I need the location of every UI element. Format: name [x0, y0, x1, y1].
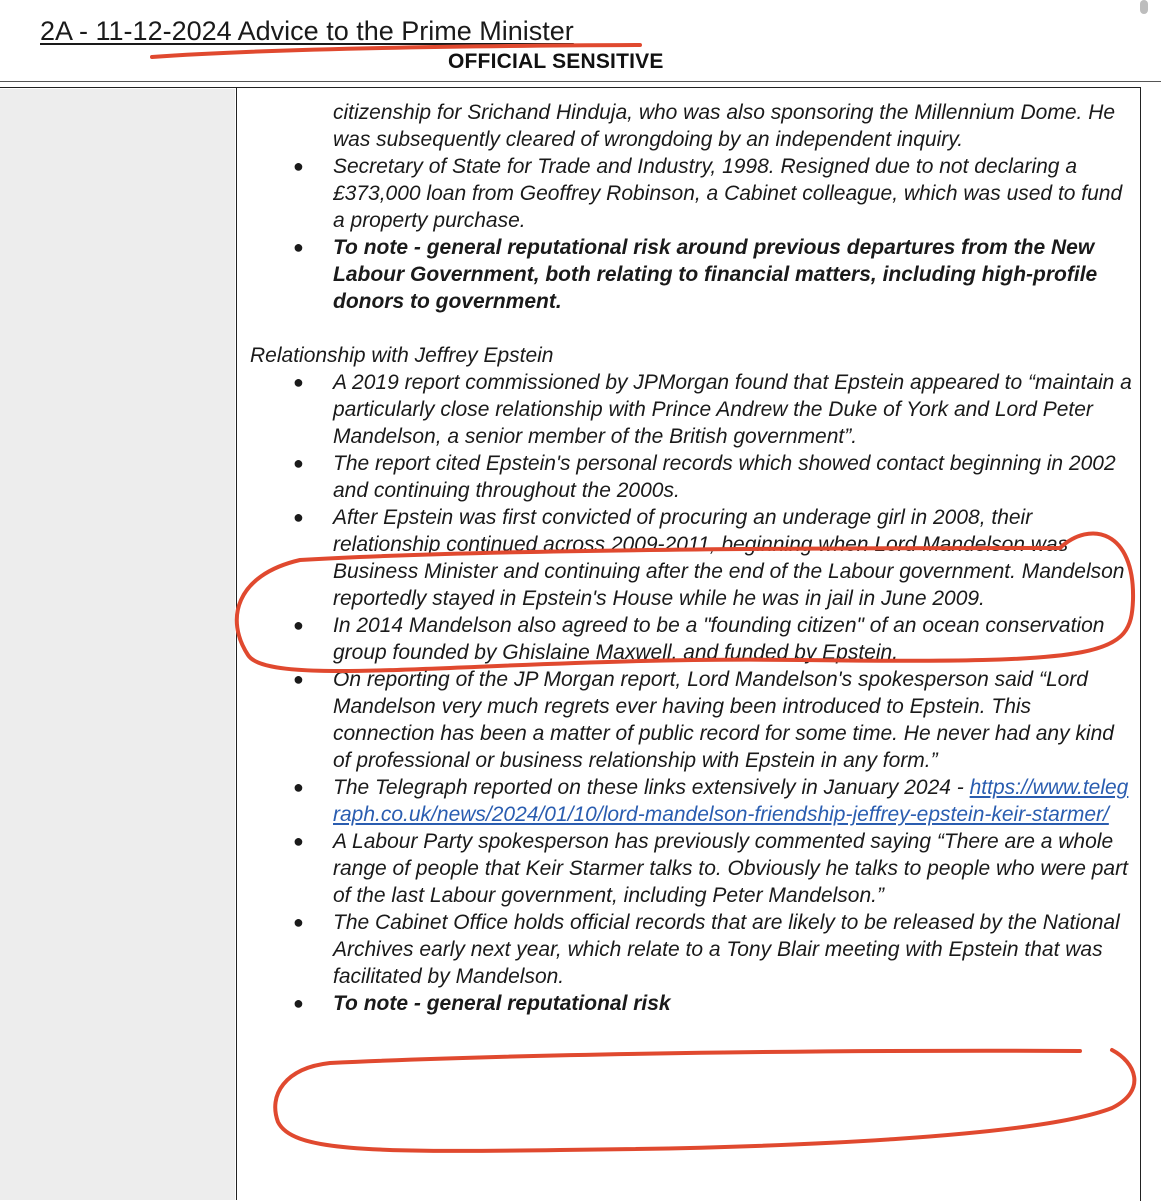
list-item-text: On reporting of the JP Morgan report, Lord Mandelson's spokesperson said “Lord Mandelson very much regrets ever having been introduced to Epstein. This connection has been a matter of public record for some time. He never had any kind of professional or business relationship with Epstein in any form.” — [333, 668, 1114, 772]
list-item — [250, 666, 1135, 774]
list-item — [250, 828, 1135, 909]
list-item — [250, 774, 1135, 828]
list-item-text: The Cabinet Office holds official records that are likely to be released by the National Archives early next year, which relate to a Tony Blair meeting with Epstein that was facilitated by Mandelson. — [333, 911, 1120, 988]
bullet-icon: ● — [293, 237, 304, 257]
bullet-icon: ● — [293, 777, 304, 797]
list-item-text: A 2019 report commissioned by JPMorgan found that Epstein appeared to “maintain a particularly close relationship with Prince Andrew the Duke of York and Lord Peter Mandelson, a senior member of the British government”. — [333, 371, 1132, 448]
bullet-icon: ● — [293, 669, 304, 689]
list-item — [250, 234, 1135, 315]
epstein-list — [250, 369, 1135, 1017]
document-title: 2A - 11-12-2024 Advice to the Prime Minister — [40, 16, 574, 46]
list-item-text: To note - general reputational risk — [333, 992, 671, 1015]
header-divider — [0, 81, 1161, 82]
scrollbar[interactable] — [1140, 0, 1148, 14]
list-item-text: citizenship for Srichand Hinduja, who was also sponsoring the Millennium Dome. He was subsequently cleared of wrongdoing by an independent inquiry. — [333, 101, 1116, 151]
list-item — [250, 504, 1135, 612]
list-item — [250, 99, 1135, 153]
list-item-text: After Epstein was first convicted of procuring an underage girl in 2008, their relationship continued across 2009-2011, beginning when Lord Mandelson was Business Minister and continuing after the end of the Labour government. Mandelson reportedly stayed in Epstein's House while he was in jail in June 2009. — [333, 506, 1125, 610]
spacer — [250, 315, 1135, 342]
list-item — [250, 909, 1135, 990]
bullet-icon: ● — [293, 507, 304, 527]
bullet-icon: ● — [293, 615, 304, 635]
classification-label: OFFICIAL SENSITIVE — [448, 50, 664, 73]
list-item-text: The report cited Epstein's personal records which showed contact beginning in 2002 and continuing throughout the 2000s. — [333, 452, 1116, 502]
bullet-icon: ● — [293, 453, 304, 473]
column-divider — [236, 87, 237, 1200]
list-item-text: To note - general reputational risk around previous departures from the New Labour Government, both relating to financial matters, including high-profile donors to government. — [333, 236, 1098, 313]
bullet-icon: ● — [293, 993, 304, 1013]
telegraph-link[interactable]: https://www.telegraph.co.uk/news/2024/01/10/lord-mandelson-friendship-jeffrey-epstein-keir-starmer/ — [333, 776, 1129, 826]
bullet-icon: ● — [293, 831, 304, 851]
list-item-text: In 2014 Mandelson also agreed to be a "founding citizen" of an ocean conservation group founded by Ghislaine Maxwell, and funded by Epstein. — [333, 614, 1105, 664]
list-item — [250, 153, 1135, 234]
list-item-text: The Telegraph reported on these links extensively in January 2024 - — [333, 776, 964, 799]
list-item — [250, 450, 1135, 504]
list-item-text: Secretary of State for Trade and Industry, 1998. Resigned due to not declaring a £373,000 loan from Geoffrey Robinson, a Cabinet colleague, which was used to fund a property purchase. — [333, 155, 1123, 232]
document-body — [250, 99, 1135, 1017]
bullet-icon: ● — [293, 156, 304, 176]
departures-list — [250, 99, 1135, 315]
list-item-text: A Labour Party spokesperson has previously commented saying “There are a whole range of people that Keir Starmer talks to. Obviously he talks to people who were part of the last Labour government, including Peter Mandelson.” — [333, 830, 1128, 907]
list-item — [250, 369, 1135, 450]
section-heading: Relationship with Jeffrey Epstein — [250, 344, 554, 367]
bullet-icon: ● — [293, 912, 304, 932]
list-item — [250, 990, 1135, 1017]
bullet-icon: ● — [293, 372, 304, 392]
list-item — [250, 612, 1135, 666]
